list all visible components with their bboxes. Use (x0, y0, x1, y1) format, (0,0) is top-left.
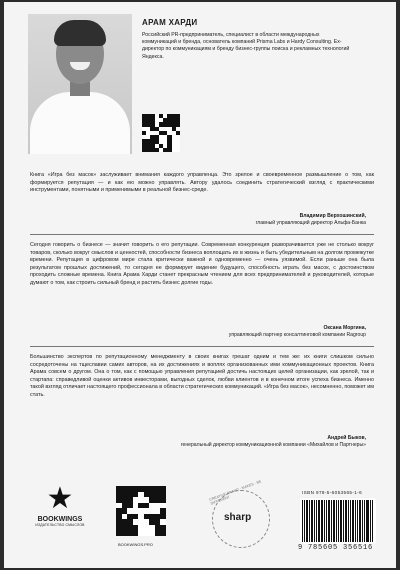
barcode-digits: 9 785605 356516 (298, 544, 374, 552)
partner-logo (204, 479, 278, 556)
publisher-name: BOOKWINGS (37, 516, 83, 523)
publisher-logo (30, 484, 90, 527)
review-1-signature (256, 213, 366, 227)
review-2-signature (229, 325, 366, 339)
site-qr-code (116, 486, 166, 536)
review-1-text: Книга «Игра без масок» заслуживает внимания каждого управленца. Это зрелое и своевременное размышление о том, как формируется репутация — и как ею можно управлять. Автору удалось соединить стратегический взгляд с практическими инструментами, понятными и применимыми в реальной бизнес-среде. (30, 172, 374, 194)
partner-ring-text: CREATIVE BRAND · MAKES · BE DIFFERENT (208, 479, 262, 506)
divider-1 (30, 234, 374, 235)
publisher-tagline: ИЗДАТЕЛЬСТВО СМЫСЛОВ (35, 523, 85, 527)
star-logo-icon: ★ (46, 482, 74, 515)
review-2-position: управляющий партнер консалтинговой компании Ragroup (228, 332, 366, 338)
isbn: ISBN 978-5-6053565-1-6 (302, 490, 363, 495)
author-qr-code (142, 114, 180, 152)
barcode (300, 498, 376, 544)
review-1-position: главный управляющий директор Альфа-Банка (255, 220, 366, 226)
publisher-site: BOOKWINGS.PRO (118, 542, 153, 547)
review-1-name: Владимир Верхошинский, (299, 213, 366, 219)
author-name: АРАМ ХАРДИ (142, 18, 198, 27)
review-3-signature (181, 435, 366, 449)
review-2-name: Оксана Моргина, (323, 325, 366, 331)
author-bio: Российский PR-предприниматель, специалист в области международных коммуникаций и бренда, основатель компаний Prisma Labs и Hardy Consulting. Ex-директор по коммуникациям и бренду бизнес-группы поиска и рекламных технологий Яндекса. (142, 32, 350, 60)
review-3-position: генеральный директор коммуникационной компании «Михайлов и Партнеры» (180, 442, 366, 448)
author-photo (28, 14, 132, 154)
book-back-cover (4, 2, 396, 568)
review-2-text: Сегодня говорить о бизнесе — значит говорить о его репутации. Современная конкуренция разворачивается уже не столько вокруг товаров, сколько вокруг смыслов и ценностей, способности бизнеса воплощать их в жизнь и быть убедительным на долгом промежутке времени. Репутация в цифровом мире стала критически важной и одновременно — очень уязвимой. Если раньше она была результатом прошлых достижений, то сегодня ее формирует видение будущего, способность играть без масок, с достоинством проходить сложные времена. Книга Арама Харди станет прекрасным чтением для всех предпринимателей и руководителей, которые думают о том, как строить сильный бренд и растить бизнес долгие годы. (30, 242, 374, 286)
review-3-name: Андрей Быков, (327, 435, 366, 441)
divider-2 (30, 346, 374, 347)
review-3-text: Большинство экспертов по репутационному менеджменту в своих книгах грешат одним и тем же: их книги слишком сильно сосредоточены на тщеславии самих авторов, на их достижениях и воплях организованных ими коммуникационных проектов. Книга Арама совсем о другом. Она о том, как с помощью управления репутацией достичь настоящих целей организации, как зрелой, так и стартапа: справедливой оценки активов инвесторами, выгодных сделок, любви клиентов и в конечном итоге успеха бизнеса. Именно такой взгляд отличает настоящего профессионала в области стратегических коммуникаций. «Игра без масок», несомненно, поможет им стать. (30, 354, 374, 398)
partner-name: sharp (224, 512, 252, 523)
